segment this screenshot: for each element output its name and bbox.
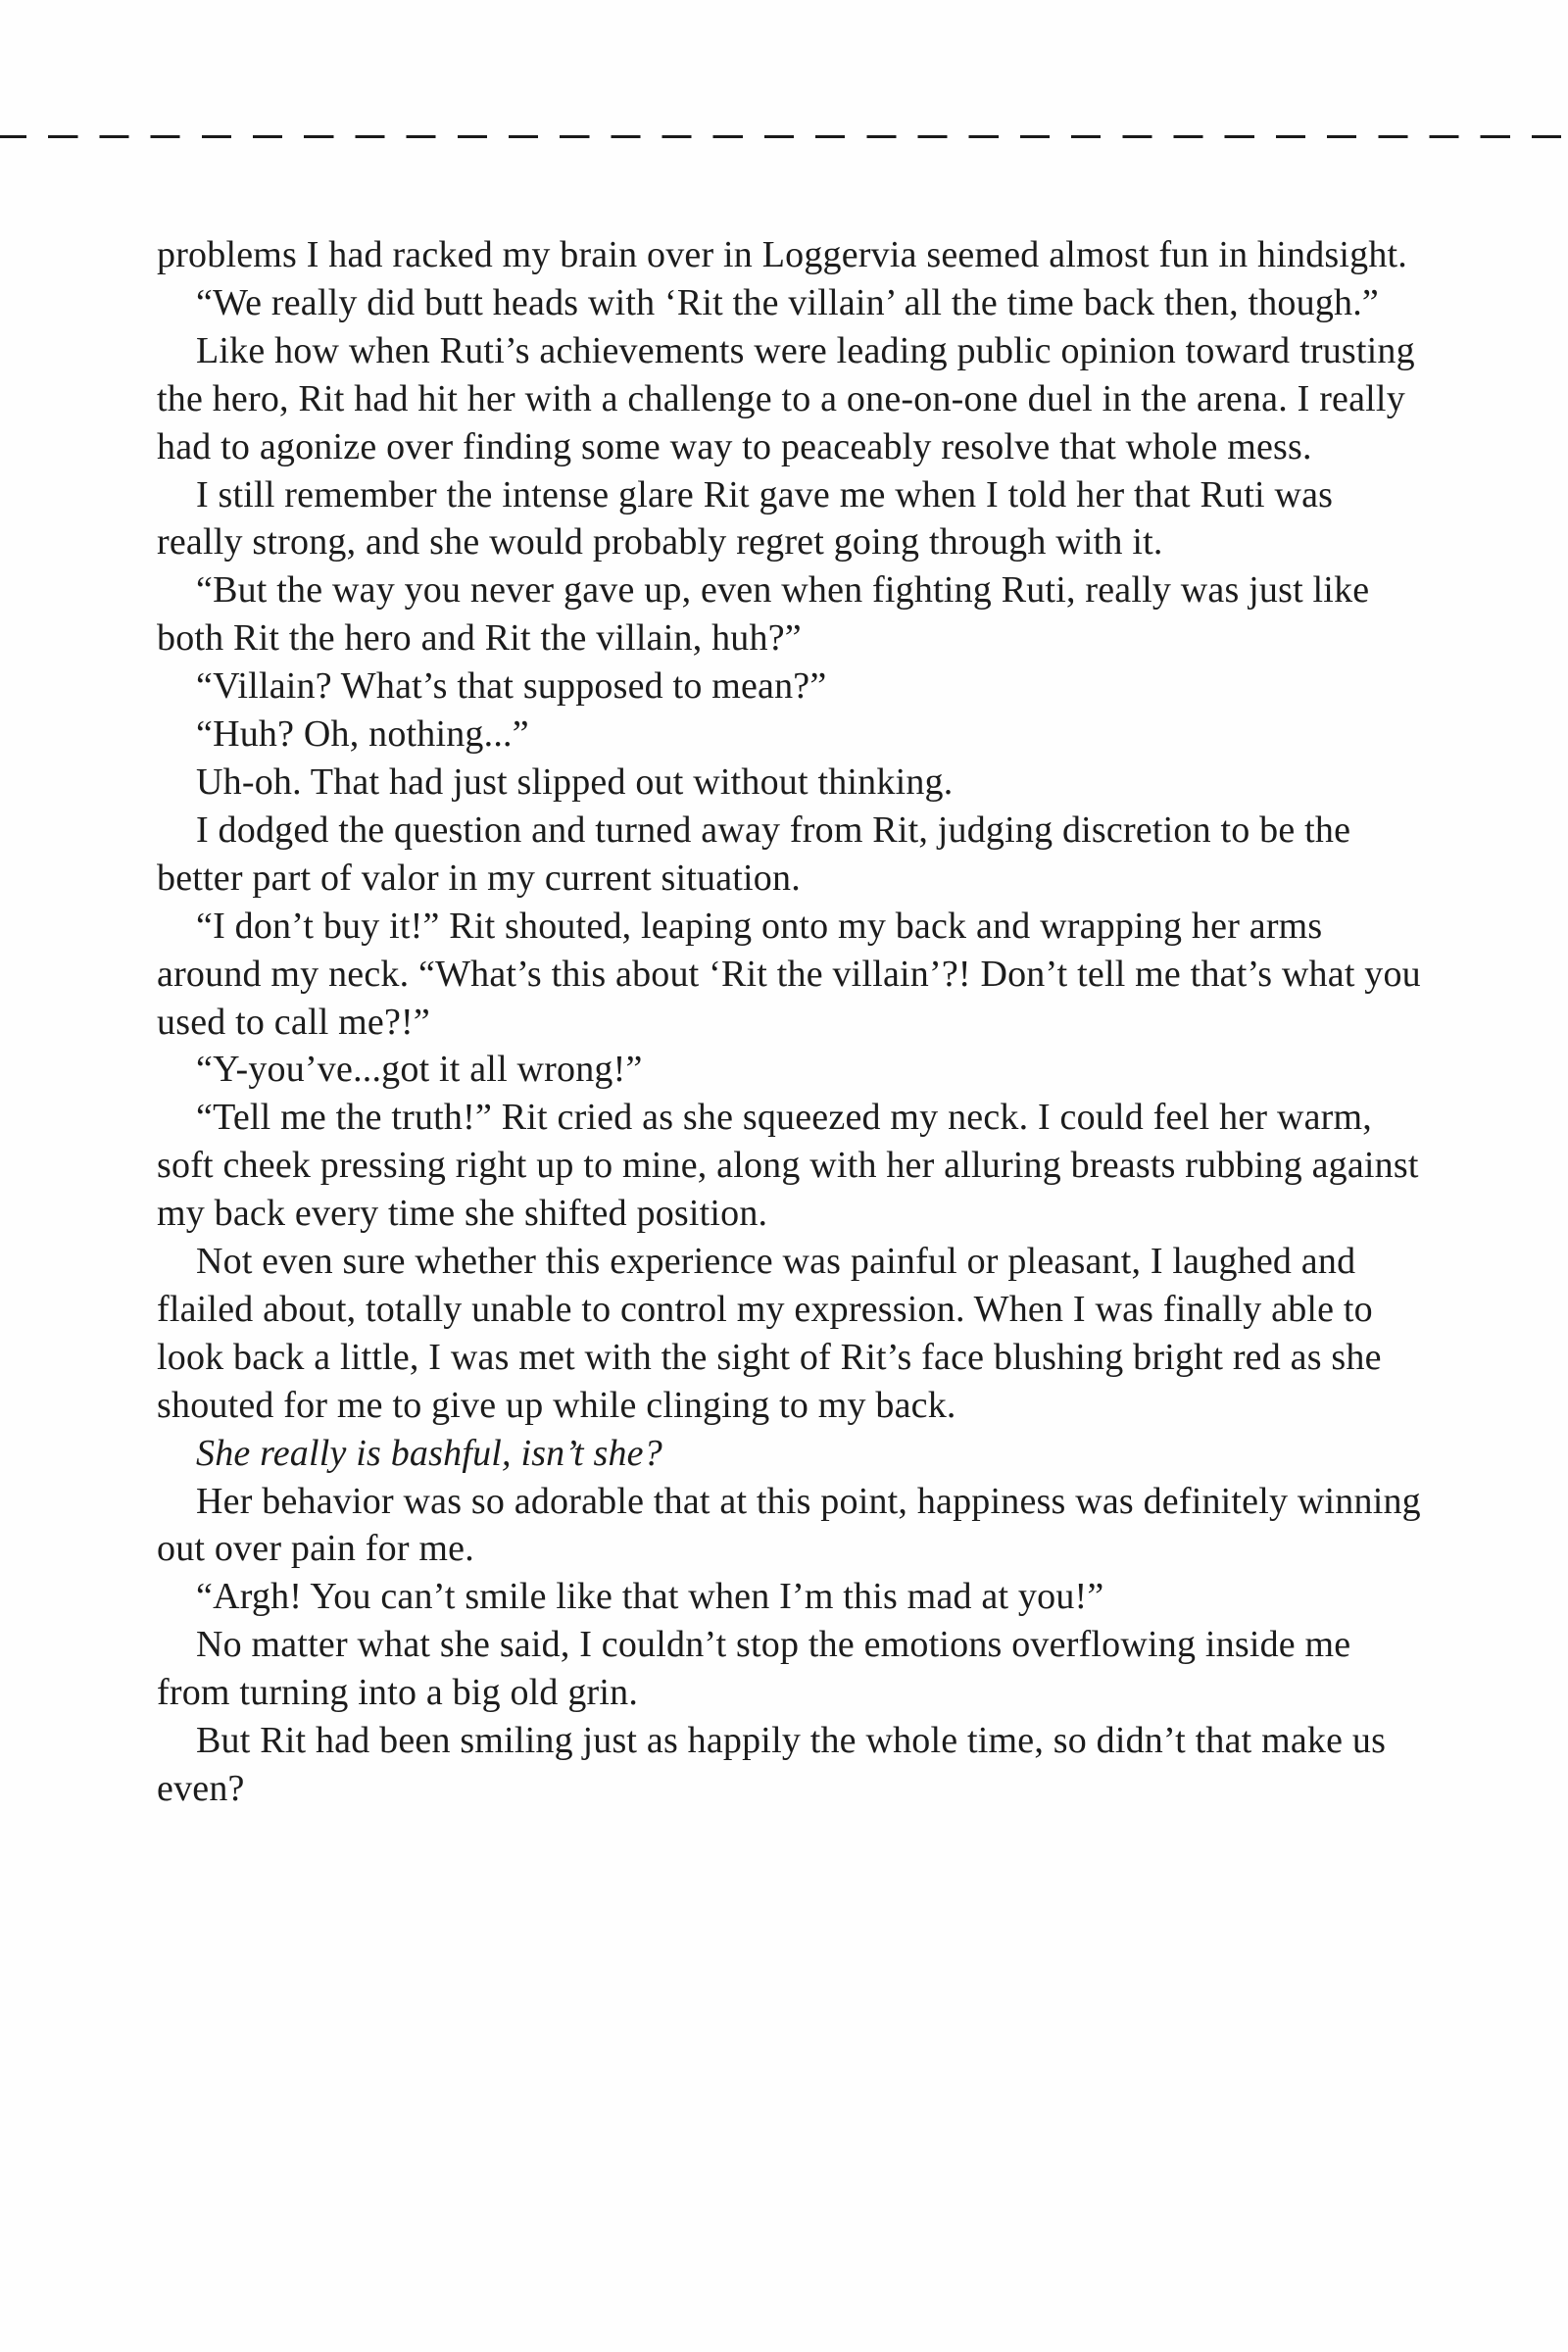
paragraph: “We really did butt heads with ‘Rit the villain’ all the time back then, though.” — [196, 281, 1380, 323]
paragraph: “Y-you’ve...got it all wrong!” — [196, 1049, 643, 1091]
paragraph: problems I had racked my brain over in Loggervia seemed almost fun in hindsight. — [157, 234, 1408, 275]
paragraph: Her behavior was so adorable that at this point, happiness was definitely winning out over pain for me. — [157, 1480, 1421, 1570]
paragraph: But Rit had been smiling just as happily the whole time, so didn’t that make us even? — [157, 1720, 1387, 1809]
paragraph: “Tell me the truth!” Rit cried as she squeezed my neck. I could feel her warm, soft cheek pressing right up to mine, along with her alluring breasts rubbing against my back every time she shifted position. — [157, 1097, 1419, 1235]
paragraph: Like how when Ruti’s achievements were leading public opinion toward trusting the hero, Rit had hit her with a challenge to a one-on-one duel in the arena. I really had to agonize over finding some way to peaceably resolve that whole mess. — [157, 329, 1415, 467]
paragraph: I still remember the intense glare Rit gave me when I told her that Ruti was really strong, and she would probably regret going through with it. — [157, 473, 1334, 564]
paragraph: “Argh! You can’t smile like that when I’m this mad at you!” — [196, 1576, 1104, 1618]
dashed-divider — [0, 135, 1568, 138]
paragraph: Uh-oh. That had just slipped out without thinking. — [196, 760, 954, 803]
paragraph-italic-thought: She really is bashful, isn’t she? — [196, 1432, 662, 1474]
paragraph: “But the way you never gave up, even when fighting Ruti, really was just like both Rit the hero and Rit the villain, huh?” — [157, 569, 1370, 660]
paragraph: “Huh? Oh, nothing...” — [196, 713, 529, 756]
paragraph: No matter what she said, I couldn’t stop the emotions overflowing inside me from turning into a big old grin. — [157, 1624, 1351, 1714]
paragraph: “I don’t buy it!” Rit shouted, leaping onto my back and wrapping her arms around my neck. “What’s this about ‘Rit the villain’?! Don’t tell me that’s what you used to call me?!” — [157, 905, 1421, 1043]
body-text — [157, 231, 1421, 1813]
paragraph: I dodged the question and turned away from Rit, judging discretion to be the better part of valor in my current situation. — [157, 808, 1351, 899]
paragraph: Not even sure whether this experience was painful or pleasant, I laughed and flailed about, totally unable to control my expression. When I was finally able to look back a little, I was met with the sight of Rit’s face blushing bright red as she shouted for me to give up while clinging to my back. — [157, 1241, 1382, 1426]
paragraph: “Villain? What’s that supposed to mean?” — [196, 665, 827, 708]
